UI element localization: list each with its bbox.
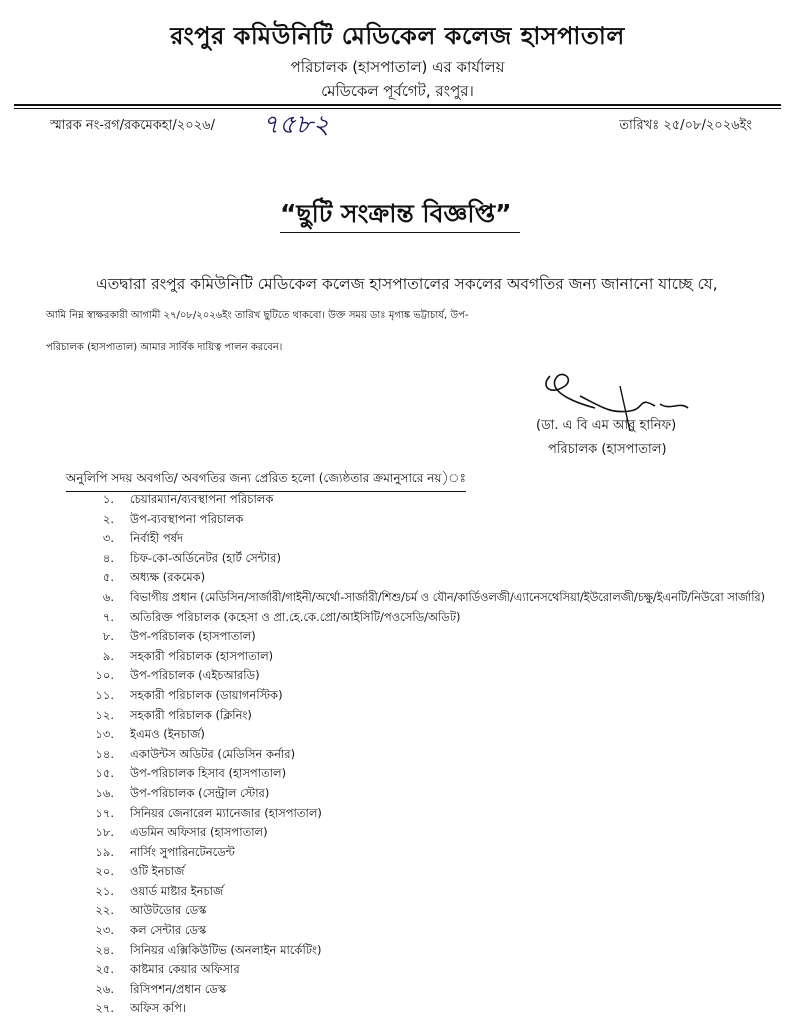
list-item-text: চেয়ারম্যান/ব্যবস্থাপনা পরিচালক xyxy=(130,492,274,506)
list-item xyxy=(86,862,765,882)
list-item-text: অফিস কপি। xyxy=(130,1001,187,1016)
notice-body-line-1: এতদ্বারা রংপুর কমিউনিটি মেডিকেল কলেজ হাসপাতালের সকলের অবগতির জন্য জানানো যাচ্ছে যে, xyxy=(96,275,718,293)
list-item-text: কাষ্টমার কেয়ার অফিসার xyxy=(130,962,240,977)
list-item-number: ১৯. xyxy=(95,844,114,859)
list-item-text: উপ-পরিচালক হিসাব (হাসপাতাল) xyxy=(130,766,287,781)
list-item-text: চিফ-কো-অর্ডিনেটর (হার্ট সেন্টার) xyxy=(130,550,281,565)
list-item-number: ১২. xyxy=(95,707,114,722)
list-item-number: ২. xyxy=(102,511,114,526)
list-item xyxy=(86,706,765,726)
office-name: পরিচালক (হাসপাতাল) এর কার্যালয় xyxy=(290,58,505,76)
list-item-text: অতিরিক্ত পরিচালক (কহেসা ও প্রা.হে.কে.প্রো/আইসিটি/পওসেডি/অডিট) xyxy=(130,609,461,624)
list-item-number: ১১. xyxy=(95,687,114,702)
list-item-text: সহকারী পরিচালক (ক্লিনিং) xyxy=(130,707,252,722)
list-item-number: ৭. xyxy=(102,609,114,624)
list-item-text: নার্সিং সুপারিনটেনডেন্ট xyxy=(130,844,235,859)
list-item xyxy=(86,980,765,1000)
list-item-text: ওটি ইনচার্জ xyxy=(130,864,185,879)
list-item-text: ওয়ার্ড মাষ্টার ইনচার্জ xyxy=(130,883,224,898)
header-rule-thin xyxy=(14,108,781,109)
list-item xyxy=(86,549,765,569)
list-item-text: সিনিয়র এক্সিকিউটিভ (অনলাইন মার্কেটিং) xyxy=(130,942,322,957)
list-item-number: ১৮. xyxy=(95,825,114,840)
list-item-number: ১০. xyxy=(95,668,114,683)
list-item-number: ২৭. xyxy=(95,1001,114,1016)
header-rule-thick xyxy=(14,104,781,106)
list-item xyxy=(86,960,765,980)
office-address: মেডিকেল পূর্বগেট, রংপুর। xyxy=(321,82,474,100)
memo-reference: স্মারক নং-রগ/রকমেকহা/২০২৬/ xyxy=(50,118,215,133)
list-item-number: ২৩. xyxy=(95,923,114,938)
list-item xyxy=(86,490,765,510)
list-item xyxy=(86,686,765,706)
list-item-number: ১৫. xyxy=(95,766,114,781)
signatory-designation: পরিচালক (হাসপাতাল) xyxy=(548,442,667,457)
list-item-number: ৩. xyxy=(102,531,114,546)
list-item-number: ৮. xyxy=(102,629,114,644)
list-item xyxy=(86,843,765,863)
list-item-text: ইএমও (ইনচার্জ) xyxy=(130,727,205,742)
list-item-number: ৪. xyxy=(102,550,114,565)
list-item-text: সহকারী পরিচালক (হাসপাতাল) xyxy=(130,648,274,663)
list-item xyxy=(86,901,765,921)
list-item-text: একাউন্টস অডিটর (মেডিসিন কর্নার) xyxy=(130,746,296,761)
list-item xyxy=(86,666,765,686)
list-item-text: সহকারী পরিচালক (ডায়াগনস্টিক) xyxy=(130,687,283,702)
list-item-text: উপ-ব্যবস্থাপনা পরিচালক xyxy=(130,511,244,526)
list-item xyxy=(86,921,765,941)
list-item-text: নির্বাহী পর্ষদ xyxy=(130,531,184,546)
list-item-text: অধ্যক্ষ (রকমেক) xyxy=(130,570,206,585)
list-item xyxy=(86,725,765,745)
memo-date: তারিখঃ ২৫/০৮/২০২৬ইং xyxy=(619,118,752,133)
list-item xyxy=(86,882,765,902)
notice-title: “ছুটি সংক্রান্ত বিজ্ঞপ্তি” xyxy=(280,199,512,228)
copy-list xyxy=(86,490,765,1019)
list-item-text: বিভাগীয় প্রধান (মেডিসিন/সার্জারী/গাইনী/অর্থো-সার্জারী/শিশু/চর্ম ও যৌন/কার্ডিওলজী/এ্যানেসথেসিয়া/ইউরোলজী/চক্ষু/ইএনটি/নিউরো সার্জারি) xyxy=(130,590,766,604)
list-item-number: ৫. xyxy=(102,570,114,585)
list-item xyxy=(86,608,765,628)
signatory-name: (ডা. এ বি এম আবু হানিফ) xyxy=(536,418,677,433)
list-item-text: উপ-পরিচালক (সেন্ট্রাল স্টোর) xyxy=(130,785,270,800)
list-item-number: ১৪. xyxy=(95,746,114,761)
list-item-text: উপ-পরিচালক (হাসপাতাল) xyxy=(130,629,256,644)
list-item-number: ২১. xyxy=(95,883,114,898)
list-item-number: ২০. xyxy=(95,864,114,879)
list-item xyxy=(86,529,765,549)
list-item xyxy=(86,627,765,647)
list-item xyxy=(86,588,765,608)
list-item xyxy=(86,510,765,530)
list-item-text: কল সেন্টার ডেস্ক xyxy=(130,923,207,938)
memo-number-handwritten: ৭৫৮২ xyxy=(262,110,330,140)
copy-list-title: অনুলিপি সদয় অবগতি/ অবগতির জন্য প্রেরিত হলো (জ্যেষ্ঠতার ক্রমানুসারে নয়)ঃ xyxy=(66,470,466,492)
list-item-text: উপ-পরিচালক (এইচআরডি) xyxy=(130,668,260,683)
list-item-number: ২৪. xyxy=(95,942,114,957)
list-item-number: ১৬. xyxy=(95,785,114,800)
list-item-number: ২৬. xyxy=(95,981,114,996)
list-item xyxy=(86,999,765,1019)
list-item-text: আউটডোর ডেস্ক xyxy=(130,903,207,918)
notice-body-line-2: আমি নিম্ন স্বাক্ষরকারী আগামী ২৭/০৮/২০২৬ইং তারিখ ছুটিতে থাকবো। উক্ত সময় ডাঃ মৃগাঙ্ক ভট্টাচার্য, উপ- xyxy=(46,310,469,321)
list-item-number: ১৭. xyxy=(95,805,114,820)
list-item-number: ৬. xyxy=(102,589,114,604)
list-item xyxy=(86,823,765,843)
list-item xyxy=(86,784,765,804)
hospital-name: রংপুর কমিউনিটি মেডিকেল কলেজ হাসপাতাল xyxy=(170,22,625,50)
notice-body-line-3: পরিচালক (হাসপাতাল) আমার সার্বিক দায়িত্ব পালন করবেন। xyxy=(46,342,283,353)
list-item-number: ৯. xyxy=(102,648,114,663)
notice-title-underline xyxy=(280,232,520,233)
list-item-number: ২২. xyxy=(95,903,114,918)
list-item-text: সিনিয়র জেনারেল ম্যানেজার (হাসপাতাল) xyxy=(130,805,322,820)
list-item-text: এডমিন অফিসার (হাসপাতাল) xyxy=(130,825,268,840)
list-item-number: ১৩. xyxy=(95,727,114,742)
list-item xyxy=(86,745,765,765)
list-item-number: ২৫. xyxy=(95,962,114,977)
list-item-text: রিসিপশন/প্রধান ডেস্ক xyxy=(130,981,227,996)
list-item xyxy=(86,941,765,961)
list-item xyxy=(86,764,765,784)
list-item xyxy=(86,647,765,667)
list-item xyxy=(86,568,765,588)
list-item-number: ১. xyxy=(102,492,114,506)
list-item xyxy=(86,804,765,824)
notice-body xyxy=(46,268,756,364)
